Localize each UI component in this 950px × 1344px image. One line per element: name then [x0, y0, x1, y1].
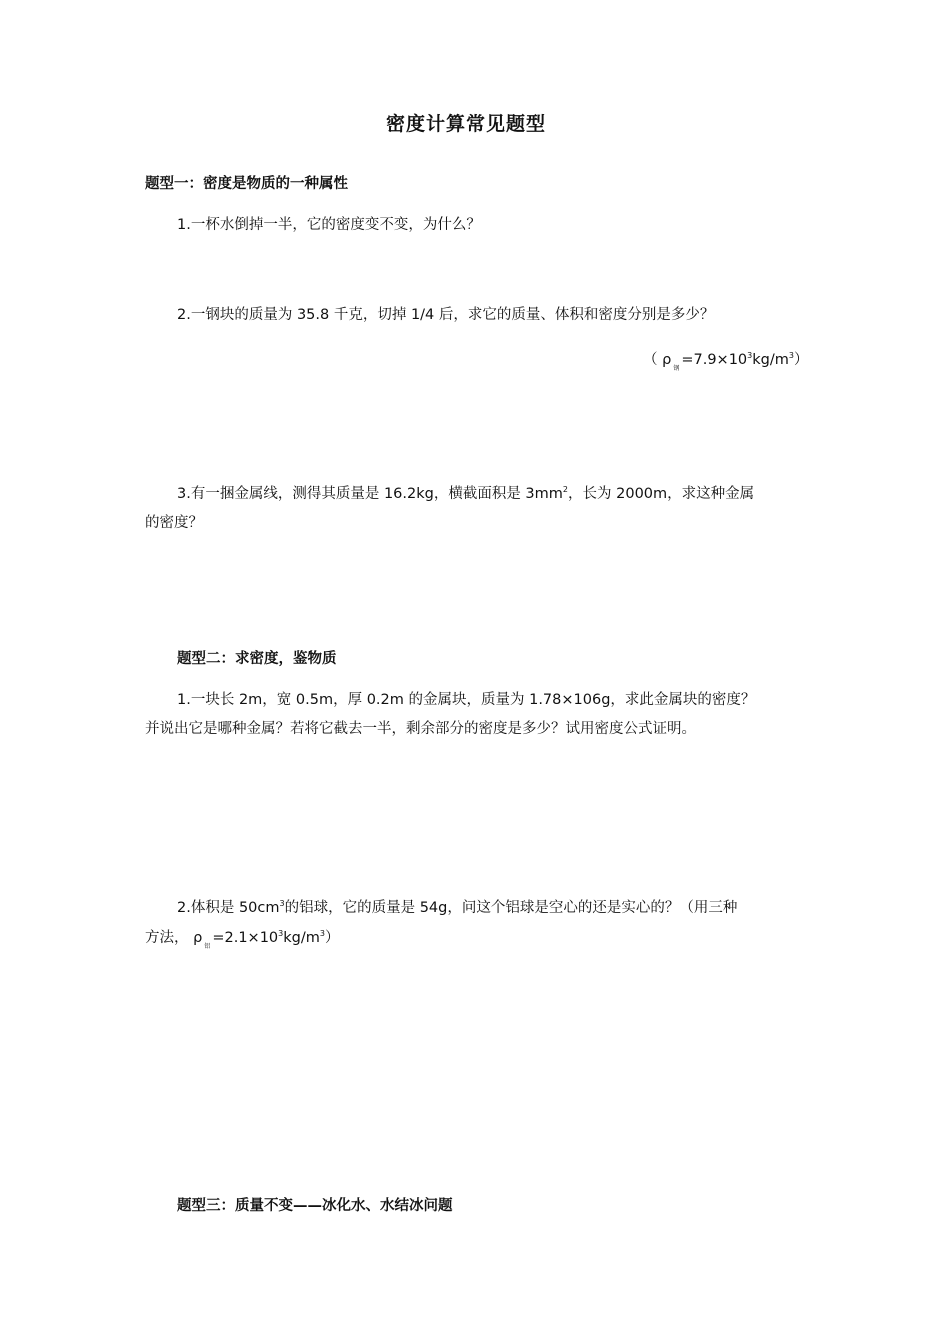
close-paren: ） [324, 930, 340, 946]
section-1-question-1: 1.一杯水倒掉一半，它的密度变不变，为什么？ [177, 217, 481, 233]
exponent: 3 [279, 899, 285, 909]
section-2-question-2-line-1 [177, 898, 737, 918]
text-part: 方法， ρ [145, 930, 203, 946]
section-1-question-3-line-2: 的密度？ [145, 515, 203, 531]
text-part: ，长为 2000m，求这种金属 [568, 486, 755, 502]
density-value: =7.9×10 [681, 352, 748, 368]
rho-symbol: （ ρ [643, 352, 672, 368]
density-value: =2.1×10 [212, 930, 279, 946]
unit-exponent: 3 [788, 351, 794, 361]
text-part: 2.体积是 50cm [177, 900, 280, 916]
rho-subscript: 钢 [673, 365, 680, 372]
text-part: 的铝球，它的质量是 54g，问这个铝球是空心的还是实心的？（用三种 [284, 900, 738, 916]
close-paren: ） [793, 352, 809, 368]
section-2-question-1-line-1: 1.一块长 2m，宽 0.5m，厚 0.2m 的金属块，质量为 1.78×106g，求此金属块的密度？ [177, 692, 756, 708]
section-2-question-1-line-2: 并说出它是哪种金属？若将它截去一半，剩余部分的密度是多少？试用密度公式证明。 [145, 721, 696, 737]
section-1-question-2: 2.一钢块的质量为 35.8 千克，切掉 1/4 后，求它的质量、体积和密度分别是多少？ [177, 307, 715, 323]
exponent: 2 [562, 485, 569, 495]
exponent: 3 [747, 351, 753, 361]
text-part: 3.有一捆金属线，测得其质量是 16.2kg，横截面积是 3mm [177, 486, 563, 502]
section-1-question-3-line-1 [177, 484, 754, 504]
unit-exponent: 3 [319, 929, 325, 939]
exponent: 3 [278, 929, 284, 939]
rho-subscript: 铝 [204, 943, 211, 950]
page-title: 密度计算常见题型 [386, 113, 547, 135]
density-unit: kg/m [752, 352, 789, 368]
section-1-heading: 题型一：密度是物质的一种属性 [145, 176, 348, 192]
density-unit: kg/m [283, 930, 320, 946]
section-2-heading: 题型二：求密度，鉴物质 [177, 651, 337, 667]
steel-density-note [643, 350, 808, 370]
section-3-heading: 题型三：质量不变——冰化水、水结冰问题 [177, 1198, 453, 1214]
section-2-question-2-line-2 [145, 928, 339, 948]
